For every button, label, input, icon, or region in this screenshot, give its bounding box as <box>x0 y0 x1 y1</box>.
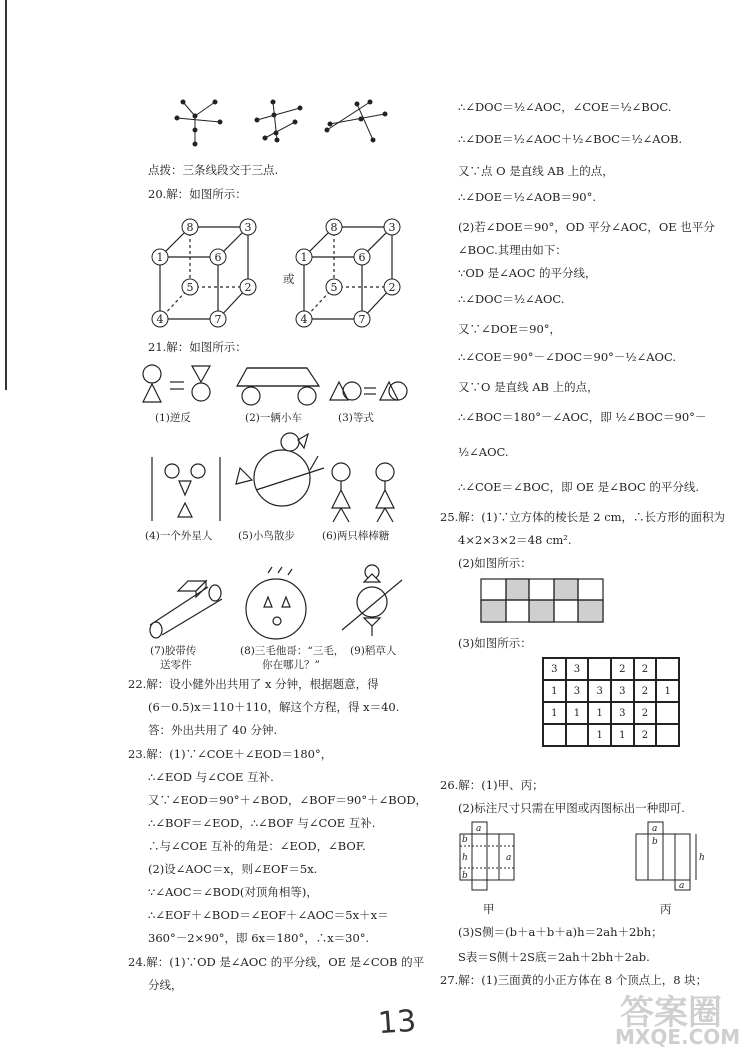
grid-cell: 3 <box>543 658 566 680</box>
q20-heading: 20.解：如图所示： <box>148 187 247 201</box>
grid-cell: 1 <box>656 680 679 702</box>
net-label: a <box>476 824 482 834</box>
pic8-sanmao-face <box>238 565 318 645</box>
q25-line-2: 4×2×3×2＝48 cm². <box>458 533 572 547</box>
equals-sign: = <box>177 388 178 389</box>
grid-cell: 1 <box>543 680 566 702</box>
r-line-8: ∴∠DOC＝½∠AOC. <box>458 292 565 306</box>
grid-cell <box>656 702 679 724</box>
r-line-7: ∵OD 是∠AOC 的平分线， <box>458 266 597 280</box>
pic6-lollipops <box>325 460 405 530</box>
watermark-url: MXQE.COM <box>615 1025 741 1049</box>
net-label: b <box>462 871 468 881</box>
cube1-num: 7 <box>214 313 222 326</box>
pic1-reverse <box>140 362 220 407</box>
q26-line-3: (3)S侧＝(b＋a＋b＋a)h＝2ah＋2bh； <box>458 925 663 939</box>
net-label: h <box>699 853 705 863</box>
q26-line-4: S表＝S侧＋2S底＝2ah＋2bh＋2ab. <box>458 950 650 964</box>
cube2-num: 1 <box>300 251 308 264</box>
grid-cell: 1 <box>588 702 611 724</box>
grid-cell: 1 <box>543 702 566 724</box>
q24-line-2: 分线， <box>148 978 183 992</box>
r-line-5: (2)若∠DOE＝90°，OD 平分∠AOC，OE 也平分 <box>458 220 715 234</box>
q23-line-6: (2)设∠AOC＝x，则∠EOF＝5x. <box>148 862 318 876</box>
grid-cell: 3 <box>611 702 634 724</box>
cube-figure-1 <box>148 215 268 335</box>
q23-line-3: 又∵∠EOD＝90°＋∠BOD，∠BOF＝90°＋∠BOD， <box>148 793 428 807</box>
grid-cell: 2 <box>634 702 657 724</box>
pic4-alien <box>148 455 228 525</box>
q23-line-4: ∴∠BOF＝∠EOD，∴∠BOF 与∠COE 互补. <box>148 816 376 830</box>
rectangle-net-figure <box>480 578 605 624</box>
cube2-num: 7 <box>358 313 366 326</box>
grid-cell <box>588 658 611 680</box>
cube1-num: 6 <box>214 251 222 264</box>
cube1-num: 4 <box>156 313 164 326</box>
pic4-caption: (4)一个外星人 <box>145 530 213 542</box>
pic5-caption: (5)小鸟散步 <box>238 530 295 542</box>
grid-cell: 1 <box>611 724 634 746</box>
pic3-equation <box>328 376 408 406</box>
grid-cell: 3 <box>611 680 634 702</box>
pic8-caption-2: 你在哪儿？” <box>262 659 320 671</box>
net-label: h <box>462 853 468 863</box>
q22-line-3: 答：外出共用了 40 分钟. <box>148 723 278 737</box>
net-figure-jia <box>456 820 536 890</box>
net-caption-jia: 甲 <box>483 902 495 916</box>
net-label: b <box>652 837 658 847</box>
pic1-caption: (1)逆反 <box>155 412 191 424</box>
grid-cell: 2 <box>611 658 634 680</box>
grid-cell <box>566 724 589 746</box>
q26-line-2: (2)标注尺寸只需在甲图或丙图标出一种即可. <box>458 801 685 815</box>
q23-line-9: 360°－2×90°，即 6x＝180°，∴x＝30°. <box>148 931 370 945</box>
cube-or-label: 或 <box>283 272 295 286</box>
pic6-caption: (6)两只棒棒糖 <box>322 530 390 542</box>
q22-line-2: (6－0.5)x＝110＋110，解这个方程，得 x＝40. <box>148 700 400 714</box>
q23-line-7: ∵∠AOC＝∠BOD(对顶角相等)， <box>148 885 318 899</box>
q23-line-2: ∴∠EOD 与∠COE 互补. <box>148 770 274 784</box>
q27-line-1: 27.解：(1)三面黄的小正方体在 8 个顶点上，8 块； <box>440 973 708 987</box>
count-grid <box>542 657 680 747</box>
cube1-num: 3 <box>244 221 252 234</box>
r-line-9: 又∵∠DOE＝90°， <box>458 322 562 336</box>
cube2-num: 4 <box>300 313 308 326</box>
q25-line-4: (3)如图所示： <box>458 636 532 650</box>
cube1-num: 2 <box>244 281 252 294</box>
grid-cell: 2 <box>634 680 657 702</box>
cube-figure-2 <box>292 215 412 335</box>
pic9-scarecrow <box>330 560 410 640</box>
page-edge-line <box>5 0 7 390</box>
r-line-6: ∠BOC.其理由如下： <box>458 243 567 257</box>
r-line-1: ∴∠DOC＝½∠AOC，∠COE＝½∠BOC. <box>458 100 672 114</box>
q25-line-3: (2)如图所示： <box>458 556 532 570</box>
cube2-num: 8 <box>330 221 338 234</box>
q23-line-1: 23.解：(1)∵∠COE＋∠EOD＝180°， <box>128 747 333 761</box>
r-line-12: ∴∠BOC＝180°－∠AOC，即 ½∠BOC＝90°－ <box>458 410 707 424</box>
grid-cell <box>543 724 566 746</box>
cube2-num: 6 <box>358 251 366 264</box>
net-caption-bing: 丙 <box>660 902 672 916</box>
pic7-conveyor <box>148 565 243 640</box>
r-line-3: 又∵点 O 是直线 AB 上的点， <box>458 164 614 178</box>
q23-line-8: ∴∠EOF＋∠BOD＝∠EOF＋∠AOC＝5x＋x＝ <box>148 908 389 922</box>
r-line-10: ∴∠COE＝90°－∠DOC＝90°－½∠AOC. <box>458 350 676 364</box>
net-figure-bing <box>632 820 722 890</box>
cube2-num: 2 <box>388 281 396 294</box>
grid-cell: 1 <box>566 702 589 724</box>
grid-cell <box>656 658 679 680</box>
q25-line-1: 25.解：(1)∵立方体的棱长是 2 cm，∴长方形的面积为 <box>440 510 726 524</box>
net-label: a <box>652 824 658 834</box>
cube1-num: 5 <box>186 281 194 294</box>
r-line-4: ∴∠DOE＝½∠AOB＝90°. <box>458 190 596 204</box>
r-line-13: ½∠AOC. <box>458 445 509 459</box>
cube2-num: 3 <box>388 221 396 234</box>
q26-line-1: 26.解：(1)甲、丙； <box>440 778 544 792</box>
r-line-14: ∴∠COE＝∠BOC，即 OE 是∠BOC 的平分线. <box>458 480 700 494</box>
net-label: b <box>462 835 468 845</box>
grid-cell: 3 <box>566 680 589 702</box>
page-number: 13 <box>376 1003 418 1042</box>
pic9-caption: (9)稻草人 <box>350 645 397 657</box>
pic5-bird-walking <box>232 430 332 515</box>
r-line-2: ∴∠DOE＝½∠AOC＋½∠BOC＝½∠AOB. <box>458 132 683 146</box>
q22-line-1: 22.解：设小健外出共用了 x 分钟，根据题意，得 <box>128 677 379 691</box>
q24-line-1: 24.解：(1)∵OD 是∠AOC 的平分线，OE 是∠COB 的平 <box>128 955 425 969</box>
pic7-caption-1: (7)胶带传 <box>150 645 197 657</box>
pic2-caption: (2)一辆小车 <box>245 412 302 424</box>
watermark-logo: 答案圈 <box>620 993 722 1033</box>
pic2-small-car <box>235 362 325 407</box>
grid-cell: 1 <box>588 724 611 746</box>
pic3-caption: (3)等式 <box>338 412 374 424</box>
cube1-num: 1 <box>156 251 164 264</box>
pic8-caption-1: (8)三毛他哥：“三毛， <box>240 645 345 657</box>
line-segments-figures <box>165 100 425 150</box>
grid-cell: 3 <box>588 680 611 702</box>
grid-cell: 2 <box>634 724 657 746</box>
grid-cell: 3 <box>566 658 589 680</box>
q23-line-5: ∴与∠COE 互补的角是：∠EOD，∠BOF. <box>148 839 366 853</box>
q21-heading: 21.解：如图所示： <box>148 340 247 354</box>
grid-cell <box>656 724 679 746</box>
pic7-caption-2: 送零件 <box>160 659 192 671</box>
net-label: a <box>506 853 512 863</box>
cube2-num: 5 <box>330 281 338 294</box>
r-line-11: 又∵O 是直线 AB 上的点， <box>458 380 599 394</box>
cube1-num: 8 <box>186 221 194 234</box>
net-label: a <box>679 881 685 891</box>
grid-cell: 2 <box>634 658 657 680</box>
q19-tip: 点拨：三条线段交于三点. <box>148 163 279 177</box>
